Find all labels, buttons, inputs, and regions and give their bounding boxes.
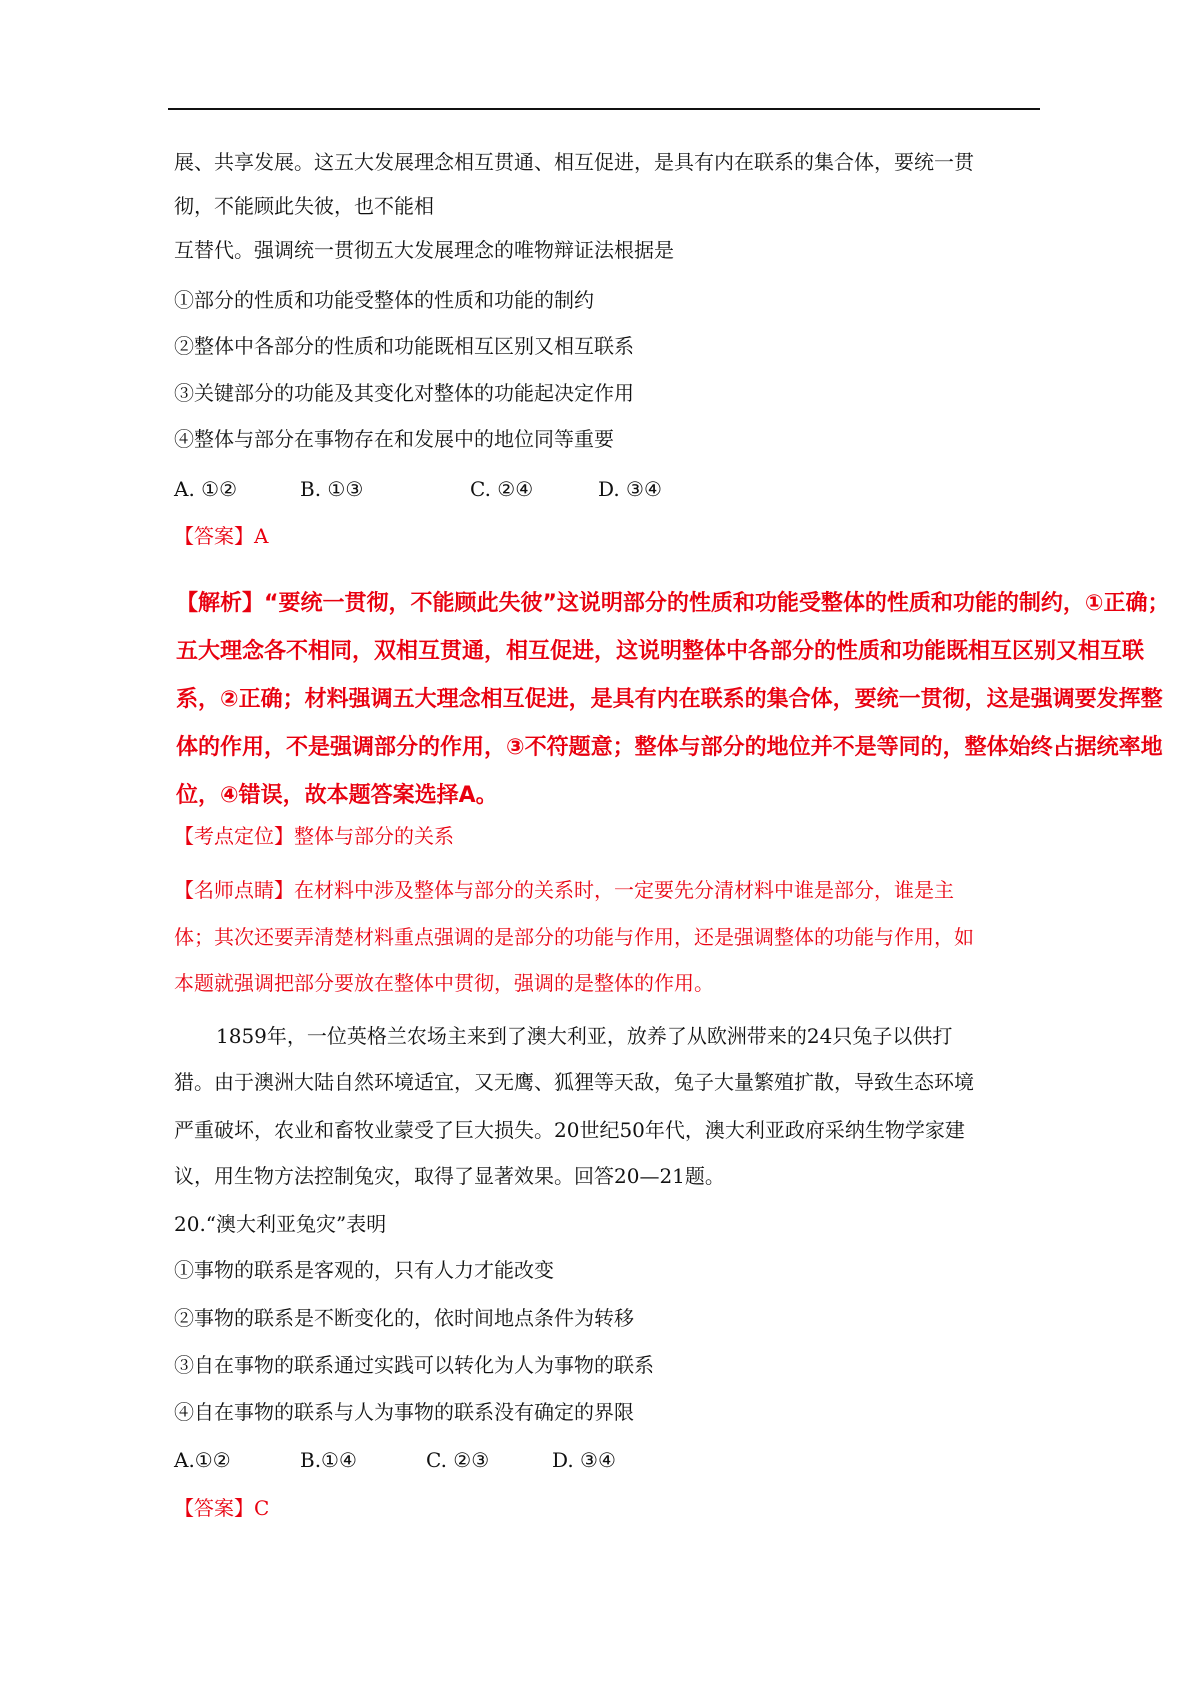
q20-option-c: C. ②③ — [426, 1448, 490, 1472]
q19-stem-line-3: 互替代。强调统一贯彻五大发展理念的唯物辩证法根据是 — [174, 238, 674, 262]
q19-mingshi-line-3: 本题就强调把部分要放在整体中贯彻，强调的是整体的作用。 — [174, 971, 714, 995]
q19-stem-line-2: 彻，不能顾此失彼，也不能相 — [174, 194, 434, 218]
q19-analysis: 【解析】“要统一贯彻，不能顾此失彼”这说明部分的性质和功能受整体的性质和功能的制约，①正确；五大理念各不相同，双相互贯通，相互促进，这说明整体中各部分的性质和功能既相互区别又相互联系，②正确；材料强调五大理念相互促进，是具有内在联系的集合体，要统一贯彻，这是强调要发挥整体的作用，不是强调部分的作用，③不符题意；整体与部分的地位并不是等同的，整体始终占据统率地位，④错误，故本题答案选择A。 — [176, 591, 1170, 808]
q19-mingshi-line-1 — [174, 878, 954, 902]
passage-line-1: 1859年，一位英格兰农场主来到了澳大利亚，放养了从欧洲带来的24只兔子以供打 — [216, 1024, 953, 1048]
q20-item-3: ③自在事物的联系通过实践可以转化为人为事物的联系 — [174, 1353, 654, 1377]
q20-answer-value: C — [254, 1496, 270, 1520]
header-rule — [168, 108, 1040, 110]
q20-option-b: B.①④ — [300, 1448, 357, 1472]
q19-mingshi-label: 【名师点睛】 — [174, 878, 294, 902]
q19-item-1: ①部分的性质和功能受整体的性质和功能的制约 — [174, 288, 594, 312]
q19-answer-label: 【答案】 — [174, 524, 254, 548]
passage-line-2: 猎。由于澳洲大陆自然环境适宜，又无鹰、狐狸等天敌，兔子大量繁殖扩散，导致生态环境 — [174, 1070, 974, 1094]
q19-item-2: ②整体中各部分的性质和功能既相互区别又相互联系 — [174, 334, 634, 358]
q19-item-3: ③关键部分的功能及其变化对整体的功能起决定作用 — [174, 381, 634, 405]
q19-option-c: C. ②④ — [470, 477, 534, 501]
q20-answer — [174, 1496, 269, 1520]
q19-mingshi-line-2: 体；其次还要弄清楚材料重点强调的是部分的功能与作用，还是强调整体的功能与作用，如 — [174, 925, 974, 949]
q19-option-b: B. ①③ — [300, 477, 364, 501]
q19-item-4: ④整体与部分在事物存在和发展中的地位同等重要 — [174, 427, 614, 451]
q19-option-d: D. ③④ — [598, 477, 662, 501]
passage-line-3: 严重破坏，农业和畜牧业蒙受了巨大损失。20世纪50年代，澳大利亚政府采纳生物学家建 — [174, 1118, 965, 1142]
q19-answer — [174, 524, 268, 548]
q20-item-1: ①事物的联系是客观的，只有人力才能改变 — [174, 1258, 554, 1282]
q19-kaodian-label: 【考点定位】 — [174, 824, 294, 848]
q20-item-2: ②事物的联系是不断变化的，依时间地点条件为转移 — [174, 1306, 634, 1330]
passage-line-4: 议，用生物方法控制兔灾，取得了显著效果。回答20—21题。 — [174, 1164, 725, 1188]
q20-answer-label: 【答案】 — [174, 1496, 254, 1520]
q19-kaodian — [174, 824, 454, 848]
q20-item-4: ④自在事物的联系与人为事物的联系没有确定的界限 — [174, 1400, 634, 1424]
q19-option-a: A. ①② — [174, 477, 238, 501]
q19-mingshi-text-1: 在材料中涉及整体与部分的关系时，一定要先分清材料中谁是部分，谁是主 — [294, 878, 954, 902]
q20-stem: 20.“澳大利亚兔灾”表明 — [174, 1212, 387, 1236]
q19-answer-value: A — [254, 524, 269, 548]
q20-option-d: D. ③④ — [552, 1448, 616, 1472]
q19-kaodian-text: 整体与部分的关系 — [294, 824, 454, 848]
q19-stem-line-1: 展、共享发展。这五大发展理念相互贯通、相互促进，是具有内在联系的集合体，要统一贯 — [174, 150, 974, 174]
q20-option-a: A.①② — [174, 1448, 231, 1472]
